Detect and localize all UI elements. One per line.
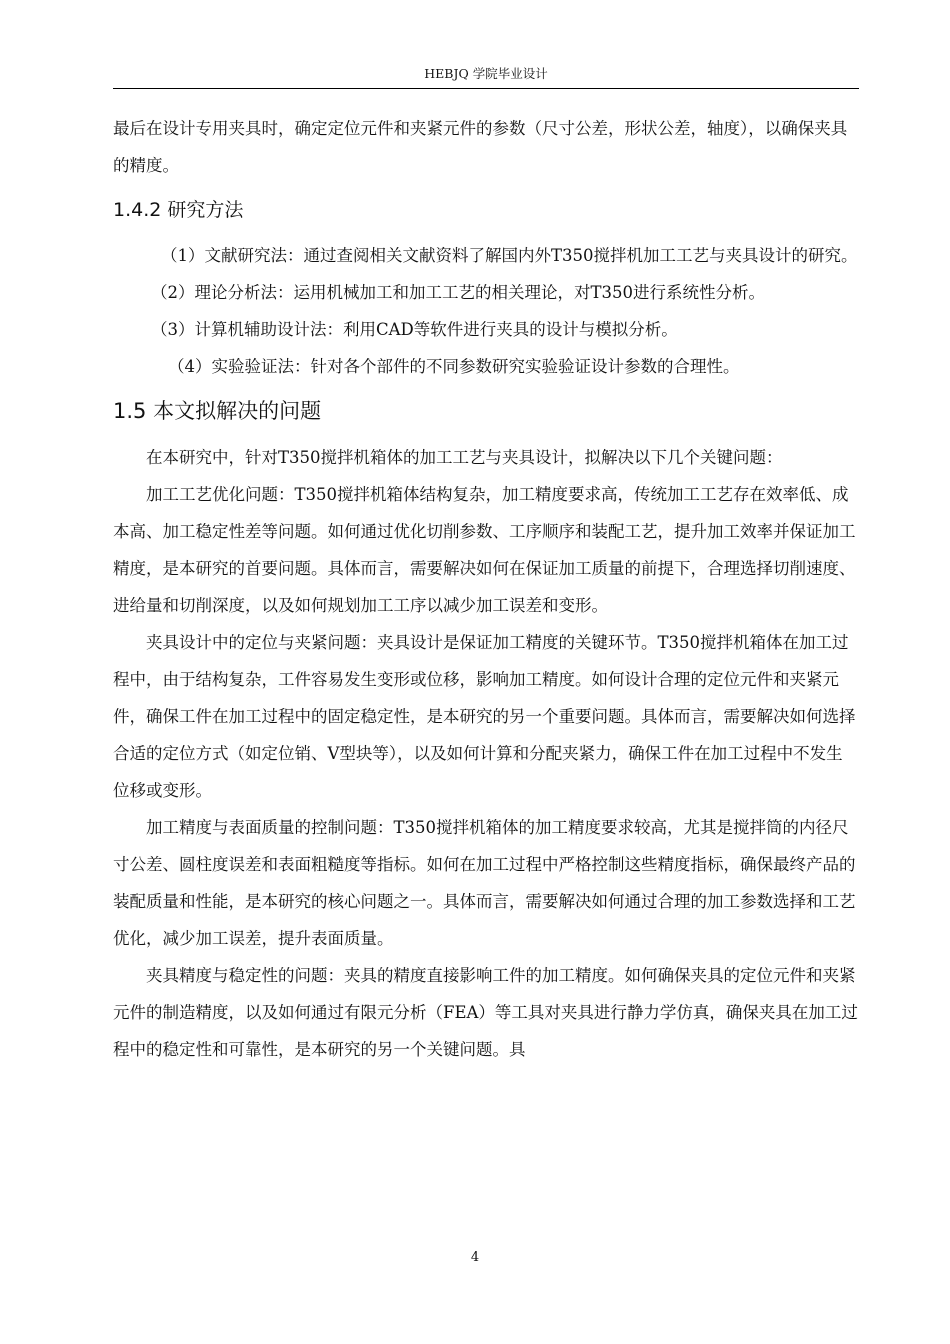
page-header — [113, 60, 859, 89]
body-paragraph: 加工工艺优化问题：T350搅拌机箱体结构复杂，加工精度要求高，传统加工工艺存在效率低、成本高、加工稳定性差等问题。如何通过优化切削参数、工序顺序和装配工艺，提升加工效率并保证加工精度，是本研究的首要问题。具体而言，需要解决如何在保证加工质量的前提下，合理选择切削速度、进给量和切削深度，以及如何规划加工工序以减少加工误差和变形。 — [113, 485, 856, 615]
page-number: 4 — [470, 1250, 480, 1265]
body-paragraph: 夹具设计中的定位与夹紧问题：夹具设计是保证加工精度的关键环节。T350搅拌机箱体在加工过程中，由于结构复杂，工件容易发生变形或位移，影响加工精度。如何设计合理的定位元件和夹紧元件，确保工件在加工过程中的固定稳定性，是本研究的另一个重要问题。具体而言，需要解决如何选择合适的定位方式（如定位销、V型块等），以及如何计算和分配夹紧力，确保工件在加工过程中不发生位移或变形。 — [113, 633, 856, 800]
body-paragraph: 加工精度与表面质量的控制问题：T350搅拌机箱体的加工精度要求较高，尤其是搅拌筒的内径尺寸公差、圆柱度误差和表面粗糙度等指标。如何在加工过程中严格控制这些精度指标，确保最终产品的装配质量和性能，是本研究的核心问题之一。具体而言，需要解决如何通过合理的加工参数选择和工艺优化，减少加工误差，提升表面质量。 — [113, 818, 856, 948]
method-item-1: （1）文献研究法：通过查阅相关文献资料了解国内外T350搅拌机加工工艺与夹具设计的研究。 — [161, 246, 858, 265]
document-body — [113, 110, 859, 1068]
section-heading-1-4-2: 1.4.2 研究方法 — [113, 199, 244, 221]
method-item-2: （2）理论分析法：运用机械加工和加工工艺的相关理论，对T350进行系统性分析。 — [151, 283, 765, 302]
section-heading-1-5: 1.5 本文拟解决的问题 — [113, 399, 322, 423]
body-paragraph: 在本研究中，针对T350搅拌机箱体的加工工艺与夹具设计，拟解决以下几个关键问题： — [146, 448, 783, 467]
body-paragraph: 夹具精度与稳定性的问题：夹具的精度直接影响工件的加工精度。如何确保夹具的定位元件和夹紧元件的制造精度，以及如何通过有限元分析（FEA）等工具对夹具进行静力学仿真，确保夹具在加工过程中的稳定性和可靠性，是本研究的另一个关键问题。具 — [113, 966, 858, 1059]
header-title: HEBJQ 学院毕业设计 — [424, 66, 548, 81]
method-item-3: （3）计算机辅助设计法：利用CAD等软件进行夹具的设计与模拟分析。 — [151, 320, 678, 339]
intro-paragraph: 最后在设计专用夹具时，确定定位元件和夹紧元件的参数（尺寸公差，形状公差，轴度），以确保夹具的精度。 — [113, 119, 848, 175]
method-item-4: （4）实验验证法：针对各个部件的不同参数研究实验验证设计参数的合理性。 — [168, 357, 740, 376]
